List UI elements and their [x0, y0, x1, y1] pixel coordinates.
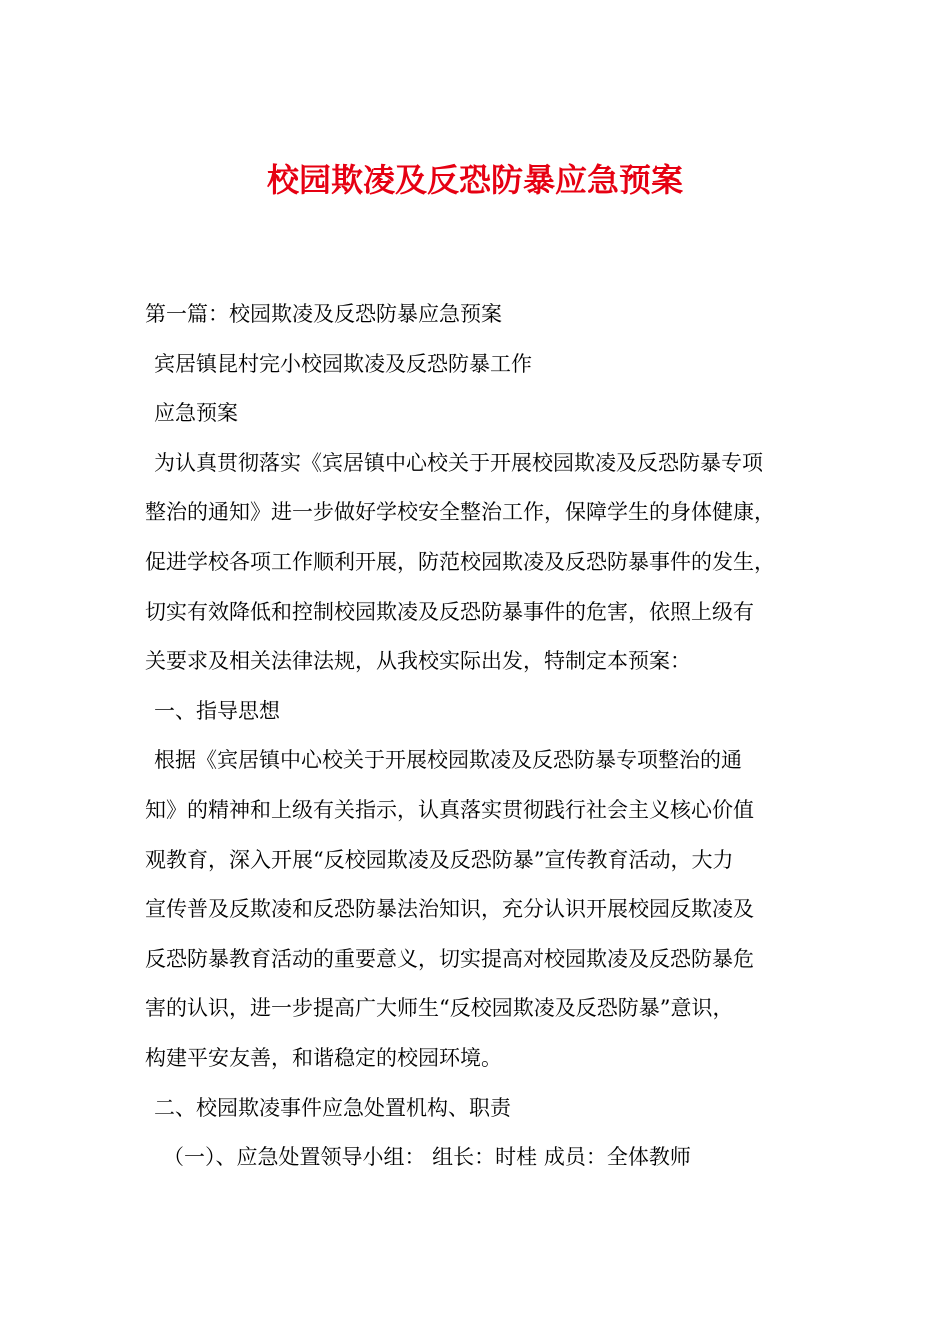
document-body: [145, 290, 817, 1183]
paragraph-line: 整治的通知》进一步做好学校安全整治工作，保障学生的身体健康，: [145, 500, 775, 525]
document-title: 校园欺凌及反恐防暴应急预案: [266, 161, 683, 199]
subtitle-line: 宾居镇昆村完小校园欺凌及反恐防暴工作: [154, 351, 532, 376]
paragraph-line: 为认真贯彻落实《宾居镇中心校关于开展校园欺凌及反恐防暴专项: [154, 450, 763, 475]
paragraph-line: 促进学校各项工作顺利开展，防范校园欺凌及反恐防暴事件的发生，: [145, 549, 775, 574]
paragraph-line: 观教育，深入开展“反校园欺凌及反恐防暴”宣传教育活动，大力: [145, 847, 734, 872]
paragraph-line: 构建平安友善，和谐稳定的校园环境。: [145, 1045, 502, 1070]
paragraph-line: 知》的精神和上级有关指示，认真落实贯彻践行社会主义核心价值: [145, 797, 754, 822]
paragraph-line: 宣传普及反欺凌和反恐防暴法治知识，充分认识开展校园反欺凌及: [145, 897, 754, 922]
paragraph-line: 切实有效降低和控制校园欺凌及反恐防暴事件的危害，依照上级有: [145, 599, 754, 624]
paragraph-line: 害的认识，进一步提高广大师生“反校园欺凌及反恐防暴”意识，: [145, 996, 734, 1021]
section-heading: 二、校园欺凌事件应急处置机构、职责: [154, 1095, 511, 1120]
section-heading: 一、指导思想: [154, 698, 280, 723]
subtitle-line: 应急预案: [154, 401, 238, 426]
subsection-line: （一）、应急处置领导小组： 组长：时桂 成员：全体教师: [163, 1145, 691, 1170]
section-heading: 第一篇：校园欺凌及反恐防暴应急预案: [145, 302, 502, 326]
paragraph-line: 反恐防暴教育活动的重要意义，切实提高对校园欺凌及反恐防暴危: [145, 946, 754, 971]
paragraph-line: 根据《宾居镇中心校关于开展校园欺凌及反恐防暴专项整治的通: [154, 748, 742, 773]
paragraph-line: 关要求及相关法律法规，从我校实际出发，特制定本预案：: [145, 649, 691, 674]
